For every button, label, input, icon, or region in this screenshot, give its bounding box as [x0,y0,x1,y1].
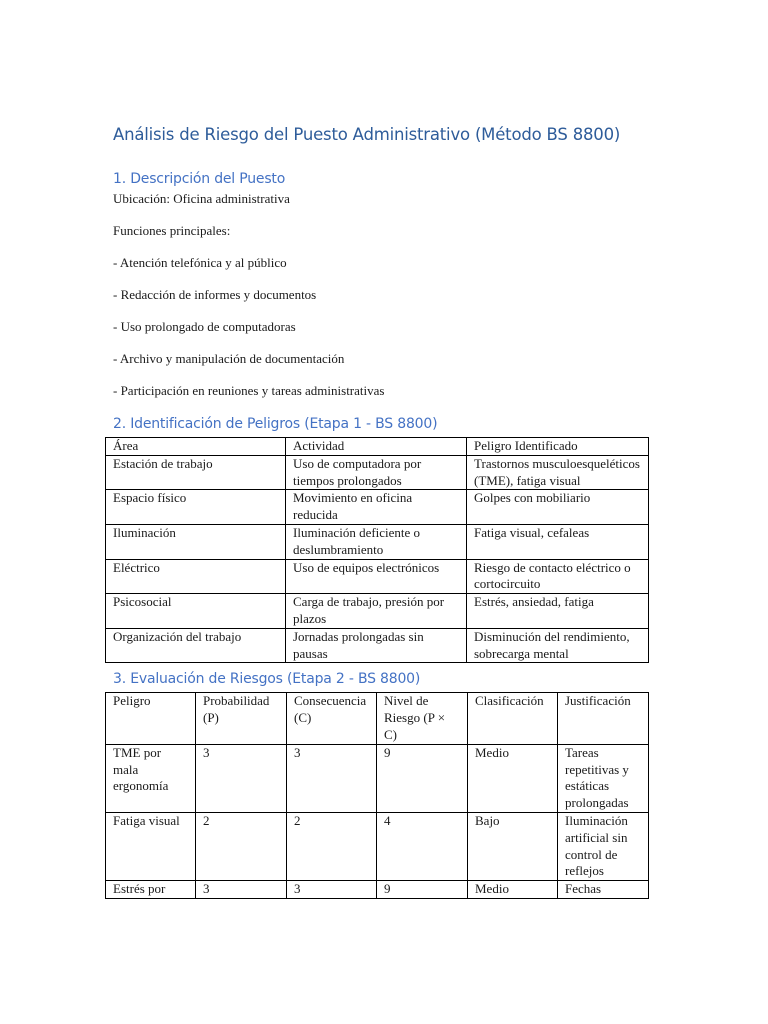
hazard-identification-table [105,437,649,663]
table-row [106,812,649,880]
table-header-row [106,693,649,744]
header-cell: Clasificación [468,693,558,744]
table-row [106,744,649,812]
header-cell: Peligro [106,693,196,744]
header-cell: Nivel de Riesgo (P × C) [377,693,468,744]
table-cell: 3 [287,881,377,899]
table-cell: Carga de trabajo, presión por plazos [286,594,467,629]
table-cell: Uso de computadora por tiempos prolongados [286,455,467,490]
table-cell: Estrés, ansiedad, fatiga [467,594,649,629]
table-row [106,524,649,559]
header-cell: Consecuencia (C) [287,693,377,744]
table-cell: Iluminación [106,524,286,559]
table-cell: Jornadas prolongadas sin pausas [286,628,467,663]
header-cell: Actividad [286,438,467,456]
document-title: Análisis de Riesgo del Puesto Administrativo (Método BS 8800) [113,125,621,144]
document-content [113,121,655,899]
table-cell: Medio [468,744,558,812]
table-cell: TME por mala ergonomía [106,744,196,812]
table-row [106,881,649,899]
table-cell: Disminución del rendimiento, sobrecarga mental [467,628,649,663]
section-heading-evaluacion: 3. Evaluación de Riesgos (Etapa 2 - BS 8800) [113,671,421,688]
header-cell: Justificación [558,693,649,744]
table-cell: Iluminación artificial sin control de reflejos [558,812,649,880]
table-row [106,594,649,629]
table-cell: 2 [196,812,287,880]
risk-evaluation-table [105,692,649,899]
table-cell: Organización del trabajo [106,628,286,663]
section-heading-identificacion: 2. Identificación de Peligros (Etapa 1 - BS 8800) [113,416,438,432]
table-row [106,628,649,663]
table-cell: Espacio físico [106,490,286,525]
header-cell: Área [106,438,286,456]
table-cell: Fechas [558,881,649,899]
header-cell: Peligro Identificado [467,438,649,456]
table-cell: 3 [196,744,287,812]
table-cell: 9 [377,744,468,812]
table-cell: Uso de equipos electrónicos [286,559,467,594]
table-cell: Estrés por [106,881,196,899]
table-cell: Tareas repetitivas y estáticas prolongadas [558,744,649,812]
table-cell: 3 [196,881,287,899]
table-cell: Trastornos musculoesqueléticos (TME), fatiga visual [467,455,649,490]
table-cell: Iluminación deficiente o deslumbramiento [286,524,467,559]
table-cell: Eléctrico [106,559,286,594]
table-header-row [106,438,649,456]
table-cell: Golpes con mobiliario [467,490,649,525]
table-cell: 3 [287,744,377,812]
table-cell: Bajo [468,812,558,880]
table-row [106,490,649,525]
function-item: - Redacción de informes y documentos [113,287,317,302]
table-cell: Estación de trabajo [106,455,286,490]
table-row [106,559,649,594]
table-cell: 4 [377,812,468,880]
table-cell: 2 [287,812,377,880]
table-row [106,455,649,490]
table-cell: Fatiga visual [106,812,196,880]
table-cell: Movimiento en oficina reducida [286,490,467,525]
table-cell: Fatiga visual, cefaleas [467,524,649,559]
table-cell: Medio [468,881,558,899]
function-item: - Uso prolongado de computadoras [113,319,296,334]
function-item: - Archivo y manipulación de documentación [113,351,345,366]
table-cell: 9 [377,881,468,899]
function-item: - Participación en reuniones y tareas administrativas [113,383,385,398]
location-text: Ubicación: Oficina administrativa [113,191,290,206]
header-cell: Probabilidad (P) [196,693,287,744]
function-item: - Atención telefónica y al público [113,255,287,270]
table-cell: Psicosocial [106,594,286,629]
functions-label: Funciones principales: [113,223,231,238]
table-cell: Riesgo de contacto eléctrico o cortocircuito [467,559,649,594]
section-heading-descripcion: 1. Descripción del Puesto [113,171,286,187]
